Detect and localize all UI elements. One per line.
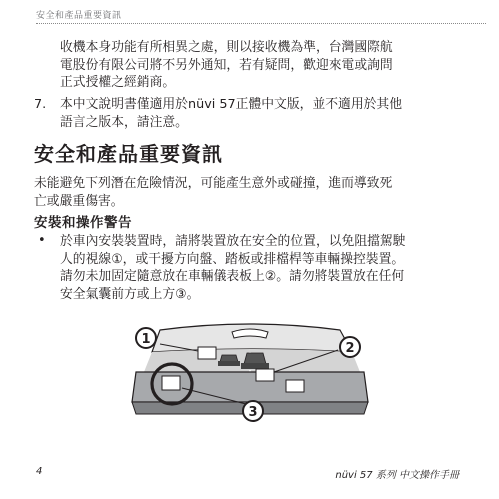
callout-1 [136,328,156,348]
item-line: 語言之版本，請注意。 [60,114,188,130]
running-head: 安全和產品重要資訊 [36,11,122,21]
item-line: 本中文說明書僅適用於nüvi 57正體中文版，並不適用於其他 [60,97,403,112]
continuation-line: 收機本身功能有所相異之處，則以接收機為準，台灣國際航 [60,40,393,55]
item-number: 7. [34,97,47,112]
warning-line: 人的視線①，或干擾方向盤、踏板或排檔桿等車輛操控裝置。 [60,251,405,267]
car-ahead-icon [218,355,240,366]
continuation-line: 電股份有限公司將不另外通知，若有疑問，歡迎來電或詢問 [60,57,393,73]
device-dashboard-icon [286,380,304,392]
sub-heading: 安裝和操作警告 [34,215,132,231]
warning-line: 安全氣囊前方或上方③。 [60,286,200,302]
callout-3 [243,401,263,421]
callout-label: 1 [141,332,151,347]
callout-2 [340,337,360,357]
callout-label: 3 [248,405,258,420]
warning-line: 於車內安裝裝置時，請將裝置放在安全的位置，以免阻擋駕駛 [60,234,406,249]
page-number: 4 [36,466,43,477]
device-windshield-icon [198,347,216,359]
intro-line: 亡或嚴重傷害。 [34,193,124,209]
intro-line: 未能避免下列潛在危險情況，可能產生意外或碰撞，進而導致死 [34,176,393,191]
continuation-line: 正式授權之經銷商。 [60,75,176,90]
warning-line: 請勿未加固定隨意放在車輛儀表板上②。請勿將裝置放在任何 [60,269,405,284]
device-dashboard-icon [256,369,274,381]
manual-name: nüvi 57 系列 中文操作手冊 [335,470,459,481]
bullet-marker: • [38,233,46,248]
section-title: 安全和產品重要資訊 [34,142,223,166]
callout-label: 2 [345,341,355,356]
